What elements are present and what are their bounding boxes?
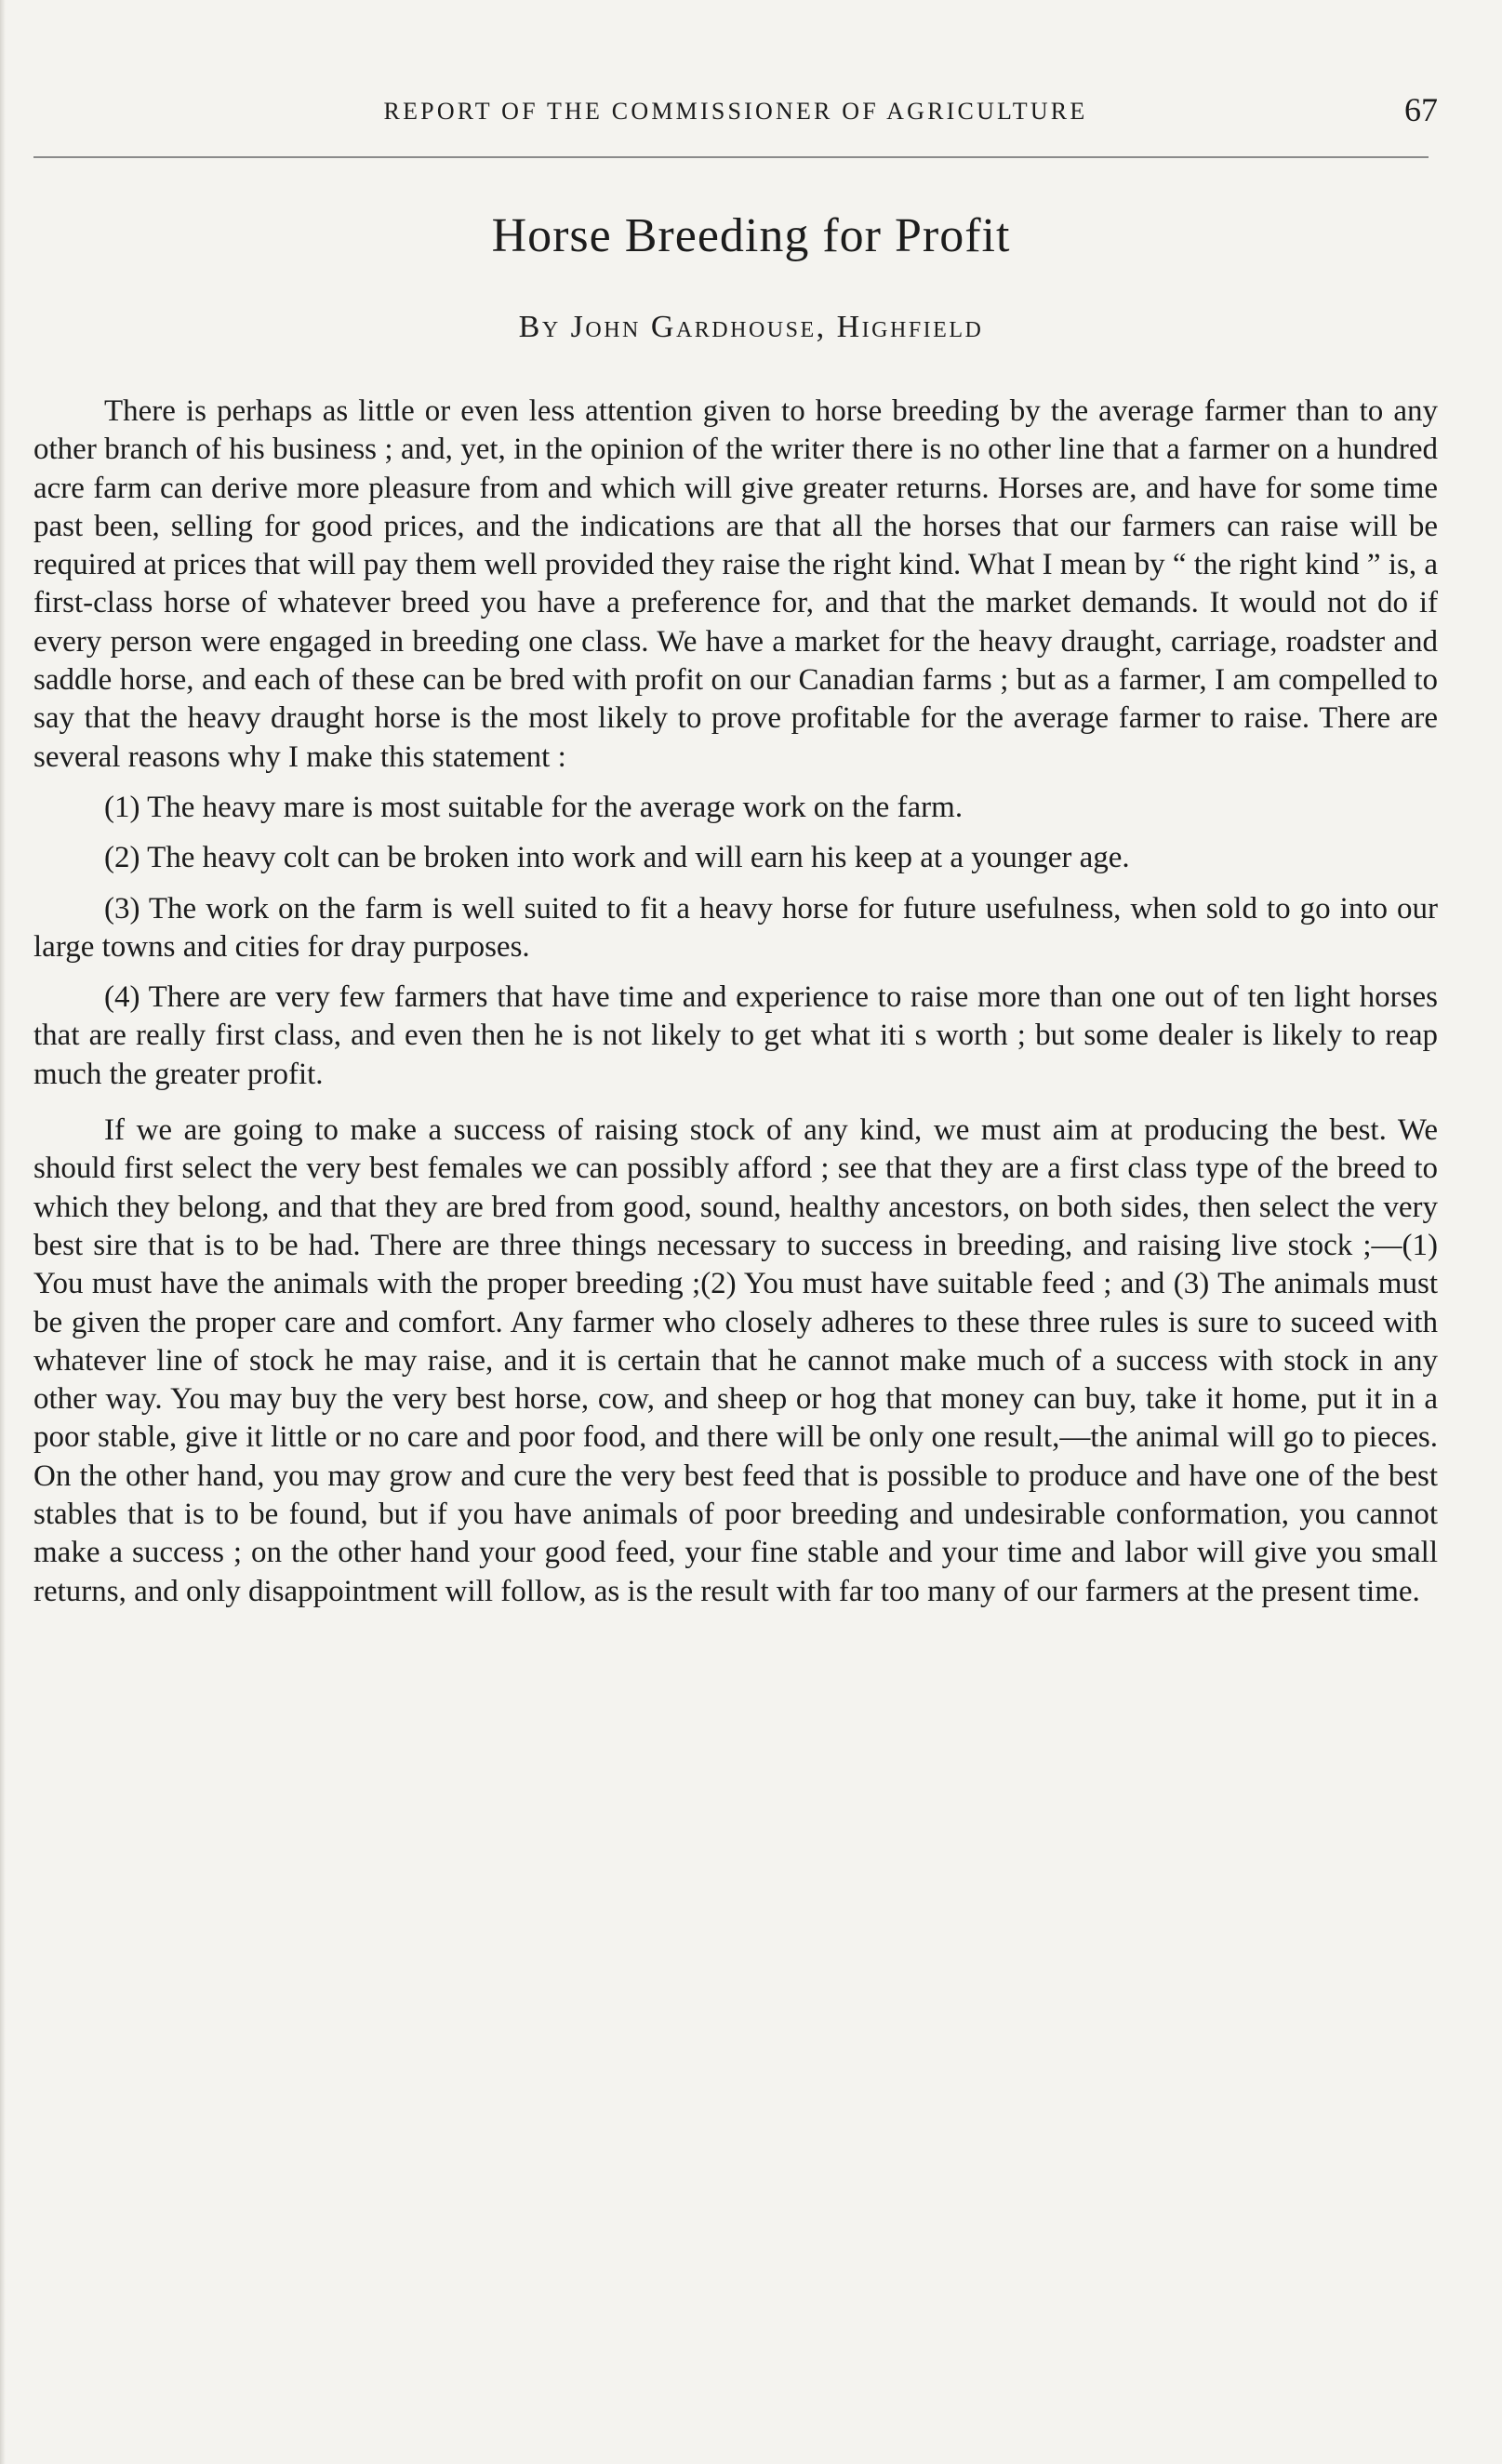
page-number: 67 <box>1404 91 1438 128</box>
article-body <box>33 393 1438 1611</box>
article-title: Horse Breeding for Profit <box>491 209 1011 262</box>
article-byline: By John Gardhouse, Highfield <box>518 310 984 344</box>
reason-1: (1) The heavy mare is most suitable for the average work on the farm. <box>104 790 964 824</box>
page-edge-shadow <box>0 0 6 2464</box>
paragraph-conclusion: If we are going to make a success of raising stock of any kind, we must aim at producing the best. We should first select the very best females we can possibly afford ; see that they are a first class type of the breed to which they belong, and that they are bred from good, sound, healthy ancestors, on both sides, then select the very best sire that is to be had. There are three things necessary to success in breeding, and raising live stock ;—(1) You must have the animals with the proper breeding ;(2) You must have suitable feed ; and (3) The animals must be given the proper care and comfort. Any farmer who closely adheres to these three rules is sure to suceed with whatever line of stock he may raise, and it is certain that he cannot make much of a success with stock in any other way. You may buy the very best horse, cow, and sheep or hog that money can buy, take it home, put it in a poor stable, give it little or no care and poor food, and there will be only one result,—the animal will go to pieces. On the other hand, you may grow and cure the very best feed that is possible to produce and have one of the best stables that is to be found, but if you have animals of poor breeding and undesirable conformation, you cannot make a success ; on the other hand your good feed, your fine stable and your time and labor will give you small returns, and only disappointment will follow, as is the result with far too many of our farmers at the present time. <box>33 1113 1438 1608</box>
reason-2: (2) The heavy colt can be broken into work and will earn his keep at a younger age. <box>104 841 1130 875</box>
reason-4: (4) There are very few farmers that have time and experience to raise more than one out of ten light horses that are really first class, and even then he is not likely to get what iti s worth ; but some dealer is likely to reap much the greater profit. <box>33 980 1438 1091</box>
reason-3: (3) The work on the farm is well suited to fit a heavy horse for future usefulness, when sold to go into our large towns and cities for dray purposes. <box>33 891 1438 964</box>
paragraph-intro: There is perhaps as little or even less attention given to horse breeding by the average farmer than to any other branch of his business ; and, yet, in the opinion of the writer there is no other line that a farmer on a hundred acre farm can derive more pleasure from and which will give greater returns. Horses are, and have for some time past been, selling for good prices, and the indications are that all the horses that our farmers can raise will be required at prices that will pay them well provided they raise the right kind. What I mean by “ the right kind ” is, a first-class horse of whatever breed you have a preference for, and that the market demands. It would not do if every person were engaged in breeding one class. We have a market for the heavy draught, carriage, roadster and saddle horse, and each of these can be bred with profit on our Canadian farms ; but as a farmer, I am compelled to say that the heavy draught horse is the most likely to prove profitable for the average farmer to raise. There are several reasons why I make this statement : <box>33 394 1438 774</box>
header-rule <box>33 156 1429 158</box>
running-header <box>33 91 1438 138</box>
running-title: REPORT OF THE COMMISSIONER OF AGRICULTURE <box>383 98 1088 125</box>
